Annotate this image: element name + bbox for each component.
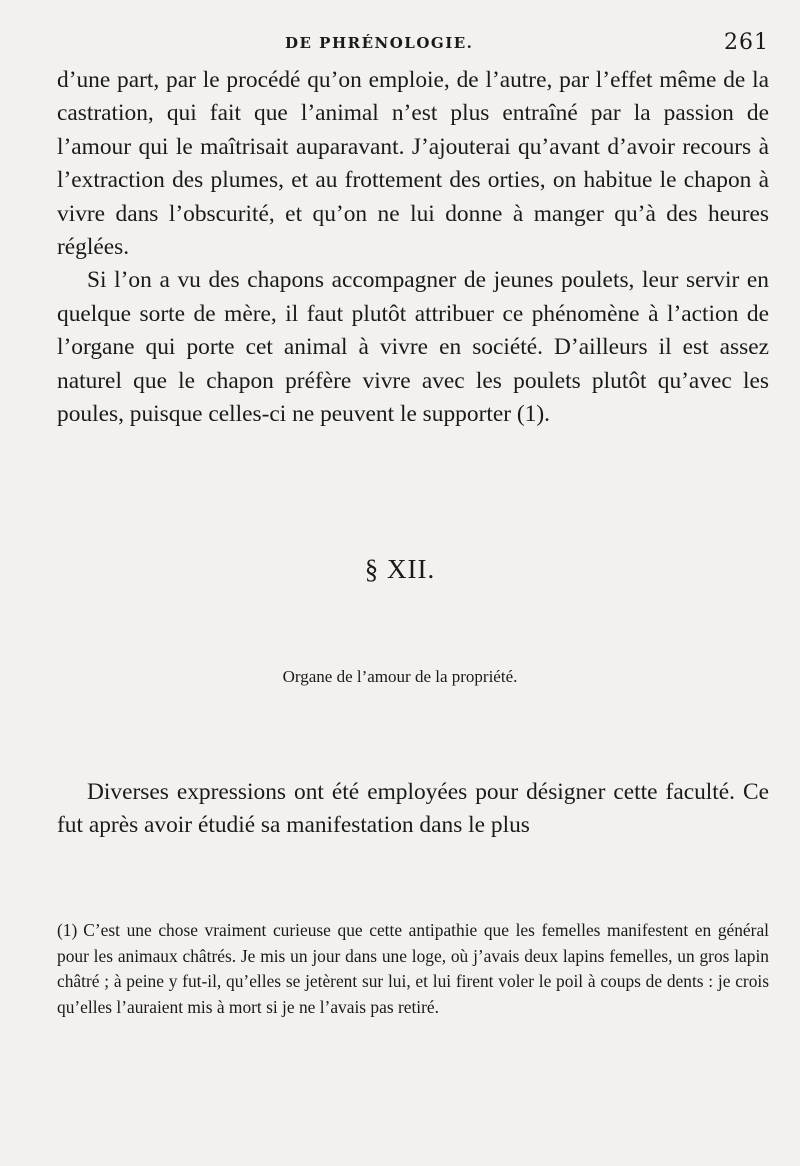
footnote-marker: (1) [57,920,78,940]
main-text [57,64,769,431]
paragraph: d’une part, par le procédé qu’on emploie, de l’autre, par l’effet même de la castration, qui fait que l’animal n’est plus entraîné par la passion de l’amour qui le maîtrisait auparavant. J’ajouterai qu’avant d’avoir recours à l’extraction des plumes, et au frottement des orties, on habitue le chapon à vivre dans l’obscurité, et qu’on ne lui donne à manger qu’à des heures réglées. [57,67,769,261]
paragraph: Diverses expressions ont été employées pour désigner cette faculté. Ce fut après avoir étudié sa manifestation dans le plus [57,779,769,839]
footnote-text: C’est une chose vraiment curieuse que cette antipathie que les femelles manifestent en général pour les animaux châtrés. Je mis un jour dans une loge, où j’avais deux lapins femelles, un gros lapin châtré ; à peine y fut-il, qu’elles se jetèrent sur lui, et lui firent voler le poil à coups de dents : je crois qu’elles l’auraient mis à mort si je ne l’avais pas retiré. [57,920,769,1017]
footnote [57,918,769,1020]
section-subtitle: Organe de l’amour de la propriété. [282,667,518,686]
section-text [57,776,769,843]
running-header [57,30,769,56]
section-heading: § XII. [364,554,436,584]
running-title: DE PHRÉNOLOGIE. [285,34,474,52]
page-number: 261 [724,30,769,55]
paragraph: Si l’on a vu des chapons accompagner de jeunes poulets, leur servir en quelque sorte de mère, il faut plutôt attribuer ce phénomène à l’action de l’organe qui porte cet animal à vivre en société. D’ailleurs il est assez naturel que le chapon préfère vivre avec les poulets plutôt qu’avec les poules, puisque celles-ci ne peuvent le supporter (1). [57,267,769,428]
